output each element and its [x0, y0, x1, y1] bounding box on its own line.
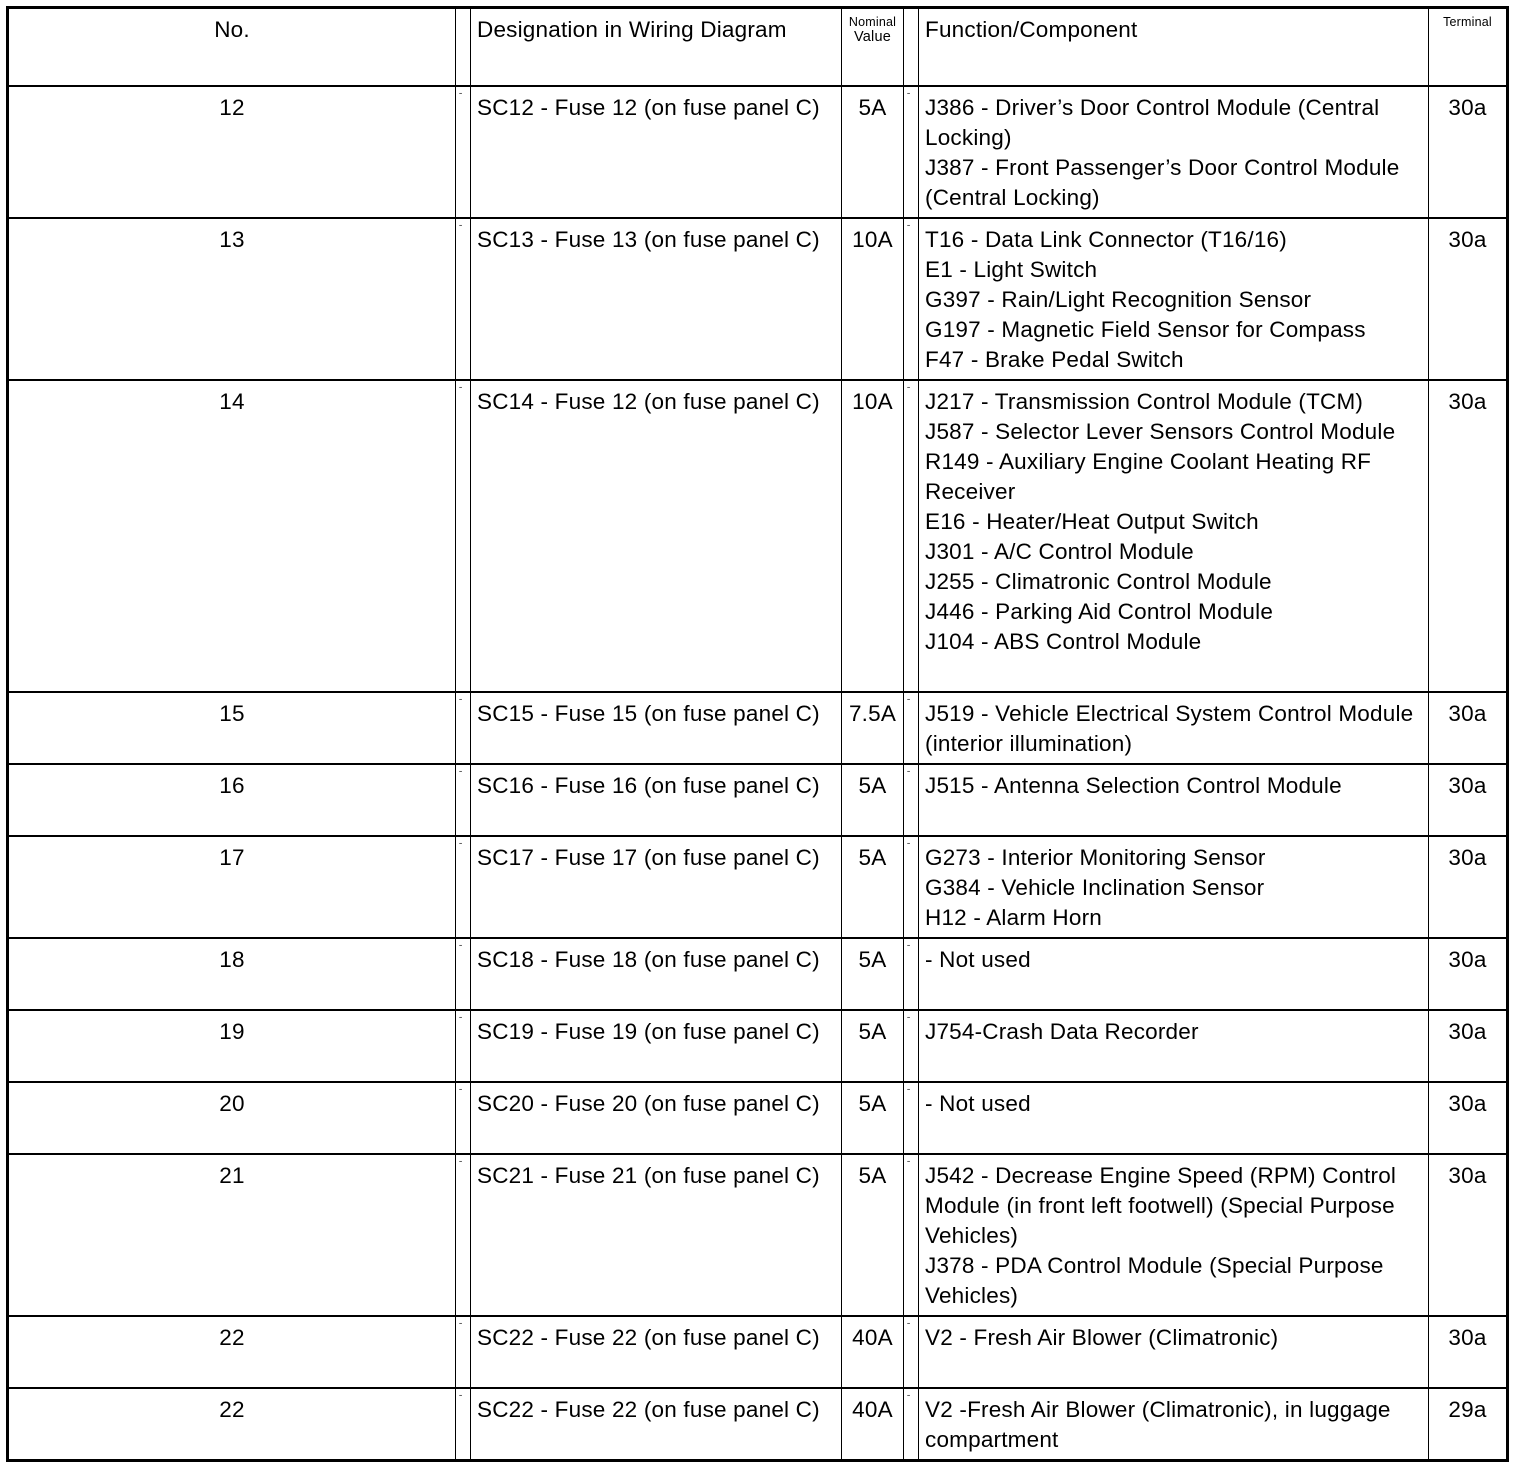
cell-terminal: 30a	[1429, 86, 1508, 218]
cell-designation: SC20 - Fuse 20 (on fuse panel C)	[471, 1082, 842, 1154]
tick-mark: ˉ	[907, 698, 911, 709]
cell-nominal-value: 40A	[842, 1316, 904, 1388]
spacer-cell	[904, 218, 919, 380]
header-no: No.	[8, 8, 456, 87]
cell-designation: SC18 - Fuse 18 (on fuse panel C)	[471, 938, 842, 1010]
cell-terminal: 29a	[1429, 1388, 1508, 1460]
cell-function	[919, 938, 1429, 1010]
tick-mark: ˉ	[459, 1016, 463, 1027]
table-row	[8, 1316, 1508, 1388]
spacer-cell	[904, 938, 919, 1010]
header-row	[8, 8, 1508, 87]
table-row	[8, 836, 1508, 938]
spacer-cell	[456, 218, 471, 380]
cell-designation: SC17 - Fuse 17 (on fuse panel C)	[471, 836, 842, 938]
spacer-cell	[904, 1154, 919, 1316]
tick-mark: ˉ	[459, 842, 463, 853]
header-nominal-line1: Nominal	[848, 15, 897, 29]
tick-mark: ˉ	[459, 1394, 463, 1405]
cell-function	[919, 1082, 1429, 1154]
function-line: E1 - Light Switch	[925, 257, 1098, 282]
spacer-cell	[456, 86, 471, 218]
cell-terminal: 30a	[1429, 836, 1508, 938]
spacer-cell	[904, 1082, 919, 1154]
spacer-cell	[456, 1082, 471, 1154]
function-line: G384 - Vehicle Inclination Sensor	[925, 875, 1265, 900]
spacer-cell	[456, 1388, 471, 1460]
function-line: J378 - PDA Control Module (Special Purpose Vehicles)	[925, 1253, 1384, 1308]
cell-nominal-value: 10A	[842, 380, 904, 692]
cell-nominal-value: 7.5A	[842, 692, 904, 764]
cell-terminal: 30a	[1429, 1010, 1508, 1082]
cell-no: 17	[8, 836, 456, 938]
spacer-cell	[456, 1010, 471, 1082]
tick-mark: ˉ	[907, 842, 911, 853]
function-line: V2 -Fresh Air Blower (Climatronic), in luggage compartment	[925, 1397, 1391, 1452]
cell-no: 12	[8, 86, 456, 218]
header-nominal-line2: Value	[853, 29, 891, 45]
cell-terminal: 30a	[1429, 938, 1508, 1010]
cell-terminal: 30a	[1429, 764, 1508, 836]
table-row	[8, 1388, 1508, 1460]
function-line: J515 - Antenna Selection Control Module	[925, 773, 1342, 798]
function-line: J754-Crash Data Recorder	[925, 1019, 1199, 1044]
header-function: Function/Component	[919, 8, 1429, 87]
function-line: G273 - Interior Monitoring Sensor	[925, 845, 1266, 870]
tick-mark: ˉ	[907, 224, 911, 235]
cell-function	[919, 1316, 1429, 1388]
table-row	[8, 380, 1508, 692]
tick-mark: ˉ	[459, 1160, 463, 1171]
cell-nominal-value: 5A	[842, 836, 904, 938]
header-terminal	[1429, 8, 1508, 87]
cell-designation: SC22 - Fuse 22 (on fuse panel C)	[471, 1388, 842, 1460]
tick-mark: ˉ	[459, 224, 463, 235]
cell-terminal: 30a	[1429, 1082, 1508, 1154]
function-line: J387 - Front Passenger’s Door Control Module (Central Locking)	[925, 155, 1400, 210]
table-row	[8, 938, 1508, 1010]
cell-function	[919, 1388, 1429, 1460]
header-nominal-value	[842, 8, 904, 87]
table-row	[8, 1010, 1508, 1082]
function-line: J104 - ABS Control Module	[925, 629, 1202, 654]
function-line: G197 - Magnetic Field Sensor for Compass	[925, 317, 1366, 342]
tick-mark: ˉ	[907, 1322, 911, 1333]
table-body	[8, 8, 1508, 1461]
spacer-cell	[456, 1154, 471, 1316]
tick-mark: ˉ	[907, 1016, 911, 1027]
cell-nominal-value: 5A	[842, 1082, 904, 1154]
cell-terminal: 30a	[1429, 692, 1508, 764]
tick-mark: ˉ	[907, 1160, 911, 1171]
table-row	[8, 218, 1508, 380]
table-row	[8, 1082, 1508, 1154]
cell-function	[919, 764, 1429, 836]
header-designation: Designation in Wiring Diagram	[471, 8, 842, 87]
spacer-cell	[904, 86, 919, 218]
cell-no: 20	[8, 1082, 456, 1154]
cell-designation: SC12 - Fuse 12 (on fuse panel C)	[471, 86, 842, 218]
tick-mark: ˉ	[907, 944, 911, 955]
spacer-cell	[456, 836, 471, 938]
cell-terminal: 30a	[1429, 1154, 1508, 1316]
cell-no: 18	[8, 938, 456, 1010]
spacer-cell	[904, 8, 919, 87]
function-line: J217 - Transmission Control Module (TCM)	[925, 389, 1364, 414]
tick-mark: ˉ	[907, 770, 911, 781]
spacer-cell	[904, 380, 919, 692]
function-line: J446 - Parking Aid Control Module	[925, 599, 1274, 624]
cell-function	[919, 86, 1429, 218]
cell-nominal-value: 5A	[842, 1154, 904, 1316]
cell-designation: SC21 - Fuse 21 (on fuse panel C)	[471, 1154, 842, 1316]
function-line: F47 - Brake Pedal Switch	[925, 347, 1184, 372]
spacer-cell	[904, 764, 919, 836]
function-line: - Not used	[925, 1091, 1031, 1116]
function-line: R149 - Auxiliary Engine Coolant Heating RF Receiver	[925, 449, 1372, 504]
function-line: T16 - Data Link Connector (T16/16)	[925, 227, 1287, 252]
cell-no: 21	[8, 1154, 456, 1316]
function-line: J255 - Climatronic Control Module	[925, 569, 1272, 594]
function-line: H12 - Alarm Horn	[925, 905, 1103, 930]
function-line: V2 - Fresh Air Blower (Climatronic)	[925, 1325, 1279, 1350]
cell-designation: SC19 - Fuse 19 (on fuse panel C)	[471, 1010, 842, 1082]
spacer-cell	[456, 380, 471, 692]
cell-terminal: 30a	[1429, 1316, 1508, 1388]
tick-mark: ˉ	[459, 944, 463, 955]
cell-function	[919, 380, 1429, 692]
table-row	[8, 692, 1508, 764]
function-line: J587 - Selector Lever Sensors Control Module	[925, 419, 1396, 444]
tick-mark: ˉ	[459, 698, 463, 709]
tick-mark: ˉ	[459, 770, 463, 781]
tick-mark: ˉ	[459, 1088, 463, 1099]
tick-mark: ˉ	[907, 92, 911, 103]
cell-function	[919, 1010, 1429, 1082]
cell-terminal: 30a	[1429, 218, 1508, 380]
tick-mark: ˉ	[907, 1088, 911, 1099]
cell-no: 13	[8, 218, 456, 380]
tick-mark: ˉ	[907, 386, 911, 397]
cell-nominal-value: 5A	[842, 86, 904, 218]
cell-function	[919, 836, 1429, 938]
spacer-cell	[904, 1010, 919, 1082]
spacer-cell	[456, 764, 471, 836]
cell-nominal-value: 5A	[842, 764, 904, 836]
spacer-cell	[904, 1388, 919, 1460]
cell-nominal-value: 5A	[842, 938, 904, 1010]
cell-no: 22	[8, 1388, 456, 1460]
cell-function	[919, 692, 1429, 764]
function-line: G397 - Rain/Light Recognition Sensor	[925, 287, 1312, 312]
function-line: E16 - Heater/Heat Output Switch	[925, 509, 1259, 534]
table-row	[8, 1154, 1508, 1316]
tick-mark: ˉ	[907, 1394, 911, 1405]
spacer-cell	[456, 8, 471, 87]
tick-mark: ˉ	[459, 92, 463, 103]
function-line: J542 - Decrease Engine Speed (RPM) Control Module (in front left footwell) (Special Purpose Vehicles)	[925, 1163, 1397, 1248]
cell-nominal-value: 10A	[842, 218, 904, 380]
spacer-cell	[904, 692, 919, 764]
spacer-cell	[904, 1316, 919, 1388]
fuse-table	[6, 6, 1509, 1462]
table-row	[8, 86, 1508, 218]
spacer-cell	[456, 1316, 471, 1388]
function-line: - Not used	[925, 947, 1031, 972]
spacer-cell	[456, 938, 471, 1010]
cell-function	[919, 218, 1429, 380]
header-terminal-label: Terminal	[1443, 15, 1492, 29]
tick-mark: ˉ	[459, 386, 463, 397]
cell-no: 15	[8, 692, 456, 764]
spacer-cell	[904, 836, 919, 938]
cell-designation: SC16 - Fuse 16 (on fuse panel C)	[471, 764, 842, 836]
cell-no: 19	[8, 1010, 456, 1082]
cell-terminal: 30a	[1429, 380, 1508, 692]
tick-mark: ˉ	[459, 1322, 463, 1333]
cell-function	[919, 1154, 1429, 1316]
cell-designation: SC14 - Fuse 12 (on fuse panel C)	[471, 380, 842, 692]
cell-nominal-value: 40A	[842, 1388, 904, 1460]
cell-nominal-value: 5A	[842, 1010, 904, 1082]
cell-no: 22	[8, 1316, 456, 1388]
function-line: J301 - A/C Control Module	[925, 539, 1194, 564]
cell-designation: SC15 - Fuse 15 (on fuse panel C)	[471, 692, 842, 764]
table-row	[8, 764, 1508, 836]
cell-designation: SC22 - Fuse 22 (on fuse panel C)	[471, 1316, 842, 1388]
cell-no: 14	[8, 380, 456, 692]
cell-no: 16	[8, 764, 456, 836]
spacer-cell	[456, 692, 471, 764]
function-line: J386 - Driver’s Door Control Module (Central Locking)	[925, 95, 1380, 150]
cell-designation: SC13 - Fuse 13 (on fuse panel C)	[471, 218, 842, 380]
function-line: J519 - Vehicle Electrical System Control Module (interior illumination)	[925, 701, 1414, 756]
